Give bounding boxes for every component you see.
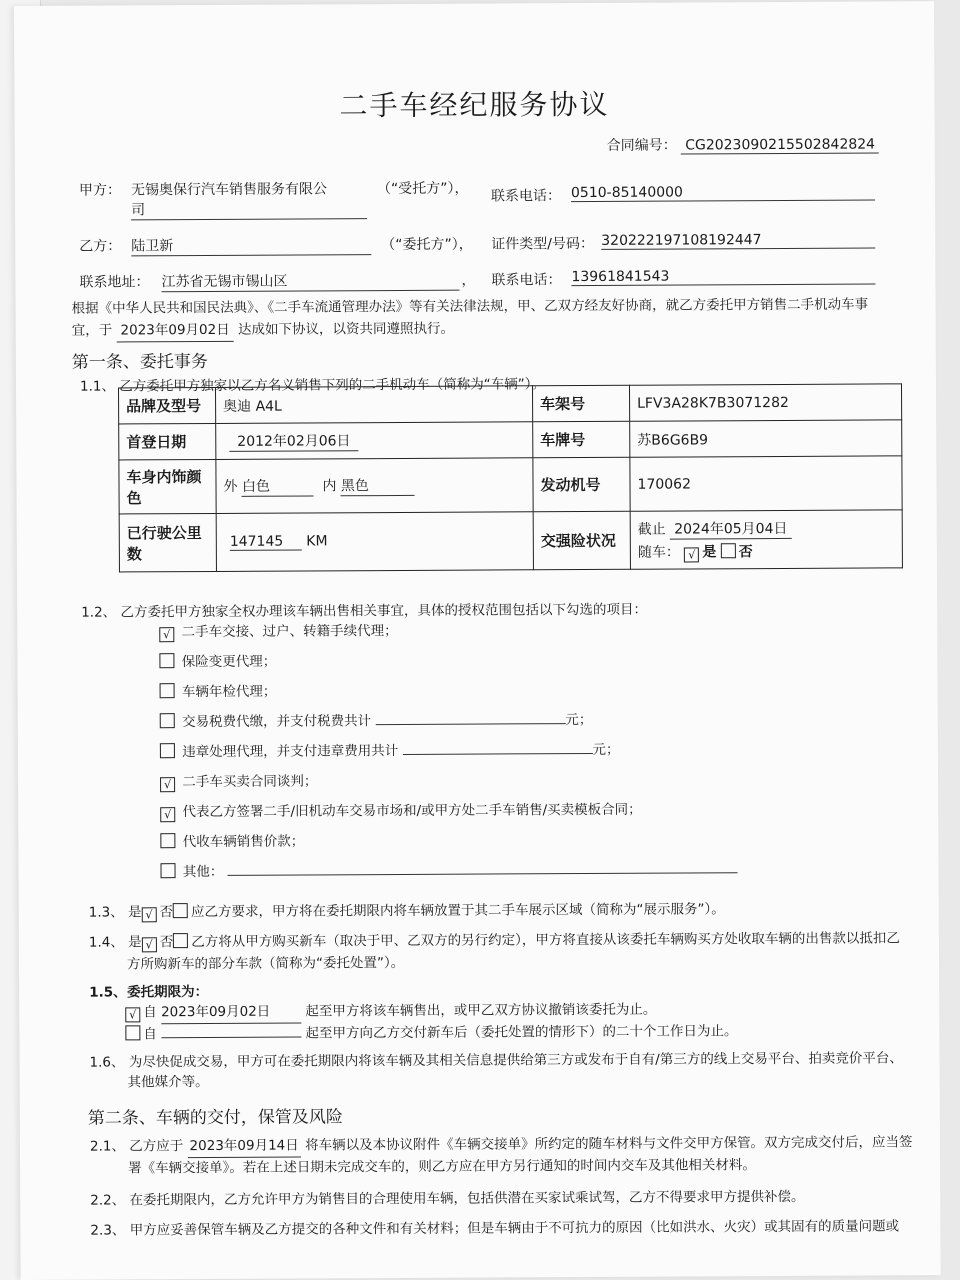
insurance-label: 交强险状况: [533, 511, 630, 570]
auth-item-checkbox: [160, 833, 175, 848]
auth-item-collect-payment: 代收车辆销售价款；: [160, 830, 304, 853]
reg-date-label: 首登日期: [119, 423, 216, 460]
insurance-yes-checkbox: √: [684, 547, 699, 562]
exterior-color: 白色: [242, 475, 314, 496]
contract-number-label: 合同编号：: [606, 137, 677, 154]
party-a-name-line1: 无锡奥保行汽车销售服务有限公: [130, 181, 328, 199]
auth-item-checkbox: [160, 713, 175, 728]
clause-1-2: 1.2、 乙方委托甲方独家全权办理该车辆出售相关事宜，具体的授权范围包括以下勾选的项目：: [81, 601, 647, 621]
auth-item-checkbox: [160, 683, 175, 698]
party-b-phone: 13961841543: [571, 267, 875, 286]
party-b-id-label: 证件类型/号码：: [491, 235, 595, 253]
clause-1-3-yes-checkbox: √: [141, 907, 156, 922]
auth-item-tax: 交易税费代缴，并支付税费共计 元；: [160, 709, 593, 733]
auth-item-transfer: √ 二手车交接、过户、转籍手续代理；: [159, 620, 397, 643]
auth-item-insurance: 保险变更代理；: [159, 651, 276, 674]
preamble-line1: 根据《中华人民共和国民法典》、《二手车流通管理办法》等有关法律法规，甲、乙双方经友好协商，就乙方委托甲方销售二手机动车事: [71, 296, 869, 317]
party-a-role: （“受托方”），: [376, 180, 469, 198]
insurance-no-checkbox: [721, 543, 736, 558]
handover-date: 2023年09月14日: [187, 1135, 300, 1159]
section1-title: 第一条、委托事务: [71, 351, 208, 373]
clause-1-6-line2: 其他媒介等。: [127, 1073, 209, 1091]
clause-1-3-no-checkbox: [173, 903, 188, 918]
interior-color: 黑色: [341, 475, 415, 496]
party-b-label: 乙方：: [79, 238, 122, 255]
engine-value: 170062: [630, 456, 902, 511]
auth-item-sign-contract: √ 代表乙方签署二手/旧机动车交易市场和/或甲方处二手车销售/买卖模板合同；: [160, 799, 642, 824]
clause-2-1-line2: 署《车辆交接单》。若在上述日期未完成交车的，则乙方应在甲方另行通知的时间内交车及其他相关材料。: [128, 1157, 756, 1177]
clause-1-5-title: 委托期限为：: [127, 983, 209, 1001]
brand-value: 奥迪 A4L: [216, 386, 533, 424]
clause-1-3: 1.3、 是 √ 否 应乙方要求，甲方将在委托期限内将车辆放置于其二手车展示区域（简称为“展示服务”）。: [88, 901, 725, 922]
section2-title: 第二条、车辆的交付，保管及风险: [87, 1107, 343, 1129]
party-b-name: 陆卫新: [131, 234, 371, 256]
contract-number-row: [607, 133, 879, 154]
party-b-role: （“委托方”），: [381, 236, 473, 254]
clause-2-1: 2.1、 乙方应于 2023年09月14日 将车辆以及本协议附件《车辆交接单》所约定的随车材料与文件交甲方保管。双方完成交付后，应当签: [90, 1131, 913, 1158]
auth-item-checkbox: [160, 743, 175, 758]
vin-value: LFV3A28K7B3071282: [629, 384, 901, 421]
auth-item-checkbox: √: [160, 807, 175, 822]
clause-1-4-no-checkbox: [173, 933, 188, 948]
auth-item-checkbox: [159, 653, 174, 668]
party-a-phone: 0510-85140000: [571, 183, 875, 202]
party-b-address: 江苏省无锡市锡山区: [161, 270, 459, 293]
clause-1-6-line1: 1.6、 为尽快促成交易，甲方可在委托期限内将该车辆及其相关信息提供给第三方或发布于自有/第三方的线上交易平台、拍卖竞价平台、: [89, 1050, 903, 1071]
clause-2-2: 2.2、 在委托期限内，乙方允许甲方为销售目的合理使用车辆，包括供潜在买家试乘试驾，乙方不得要求甲方提供补偿。: [90, 1188, 805, 1209]
insurance-expiry: 2024年05月04日: [670, 517, 791, 539]
clause-1-4: 1.4、 是 √ 否 乙方将从甲方购买新车（取决于甲、乙双方的另行约定），甲方将直接从该委托车辆购买方处收取车辆的出售款以抵扣乙: [88, 930, 900, 952]
party-b-address-label: 联系地址：: [79, 274, 150, 291]
term-option-1: √ 自 2023年09月02日 起至甲方将该车辆售出，或甲乙双方协议撤销该委托为止。: [125, 999, 656, 1025]
brand-label: 品牌及型号: [119, 387, 216, 424]
engine-label: 发动机号: [533, 457, 630, 512]
party-b-address-comma: ，: [461, 272, 476, 289]
clause-1-1: 1.1、 乙方委托甲方独家以乙方名义销售下列的二手机动车（简称为“车辆”）。: [79, 376, 546, 395]
plate-label: 车牌号: [533, 421, 630, 458]
auth-item-violation: 违章处理代理，并支付违章费用共计 元；: [160, 739, 620, 763]
term-option-2: 自 起至甲方向乙方交付新车后（委托处置的情形下）的二十个工作日为止。: [125, 1020, 737, 1045]
party-b-phone-label: 联系电话：: [491, 272, 562, 289]
plate-value: 苏B6G6B9: [630, 420, 902, 457]
auth-item-negotiation: √ 二手车买卖合同谈判；: [160, 770, 317, 793]
mileage-value: 147145: [230, 534, 302, 551]
mileage-label: 已行驶公里 数: [119, 513, 216, 572]
term-option-2-checkbox: [125, 1025, 140, 1040]
term-option-1-checkbox: √: [125, 1007, 140, 1022]
party-a-name-line2: 司: [131, 198, 367, 220]
clause-1-4-yes-checkbox: √: [142, 937, 157, 952]
vin-label: 车架号: [532, 385, 629, 422]
auth-item-inspection: 车辆年检代理；: [160, 681, 277, 704]
clause-1-5-label: 1.5、: [89, 984, 127, 1001]
agreement-date: 2023年09月02日: [116, 319, 233, 343]
auth-item-checkbox: √: [159, 627, 174, 642]
contract-number: CG2023090215502842824: [681, 136, 879, 154]
auth-item-checkbox: [160, 863, 175, 878]
mileage-unit: KM: [306, 533, 328, 550]
color-label: 车身内饰颜 色: [119, 459, 216, 514]
clause-1-4-line2: 方所购新车的部分车款（简称为“委托处置”）。: [126, 954, 405, 973]
party-a-phone-label: 联系电话：: [490, 188, 562, 205]
party-b-id-number: 320222197108192447: [601, 231, 875, 249]
reg-date-value: 2012年02月06日: [229, 430, 358, 452]
vehicle-table: 品牌及型号 奥迪 A4L 车架号 LFV3A28K7B3071282 首登日期 2012年02月06日 车牌号 苏B6G6B9 车身内饰颜 色 外 白色 内 黑色 发动机号 170062 已行驶公里 数 147145 KM 交强险状况 截止 2024年05月04日 随车： √ 是 否: [118, 383, 903, 572]
document-title: 二手车经纪服务协议: [339, 87, 610, 123]
preamble-line2: 宜，于 2023年09月02日 达成如下协议，以资共同遵照执行。: [72, 318, 454, 343]
contract-page: [14, 1, 941, 1280]
term-start-date: 2023年09月02日: [161, 1001, 301, 1025]
auth-item-checkbox: √: [160, 777, 175, 792]
party-a-label: 甲方：: [78, 182, 122, 199]
auth-item-other: 其他：: [160, 858, 737, 883]
clause-2-3: 2.3、 甲方应妥善保管车辆及乙方提交的各种文件和有关材料；但是车辆由于不可抗力的原因（比如洪水、火灾）或其固有的质量问题或: [90, 1218, 900, 1239]
